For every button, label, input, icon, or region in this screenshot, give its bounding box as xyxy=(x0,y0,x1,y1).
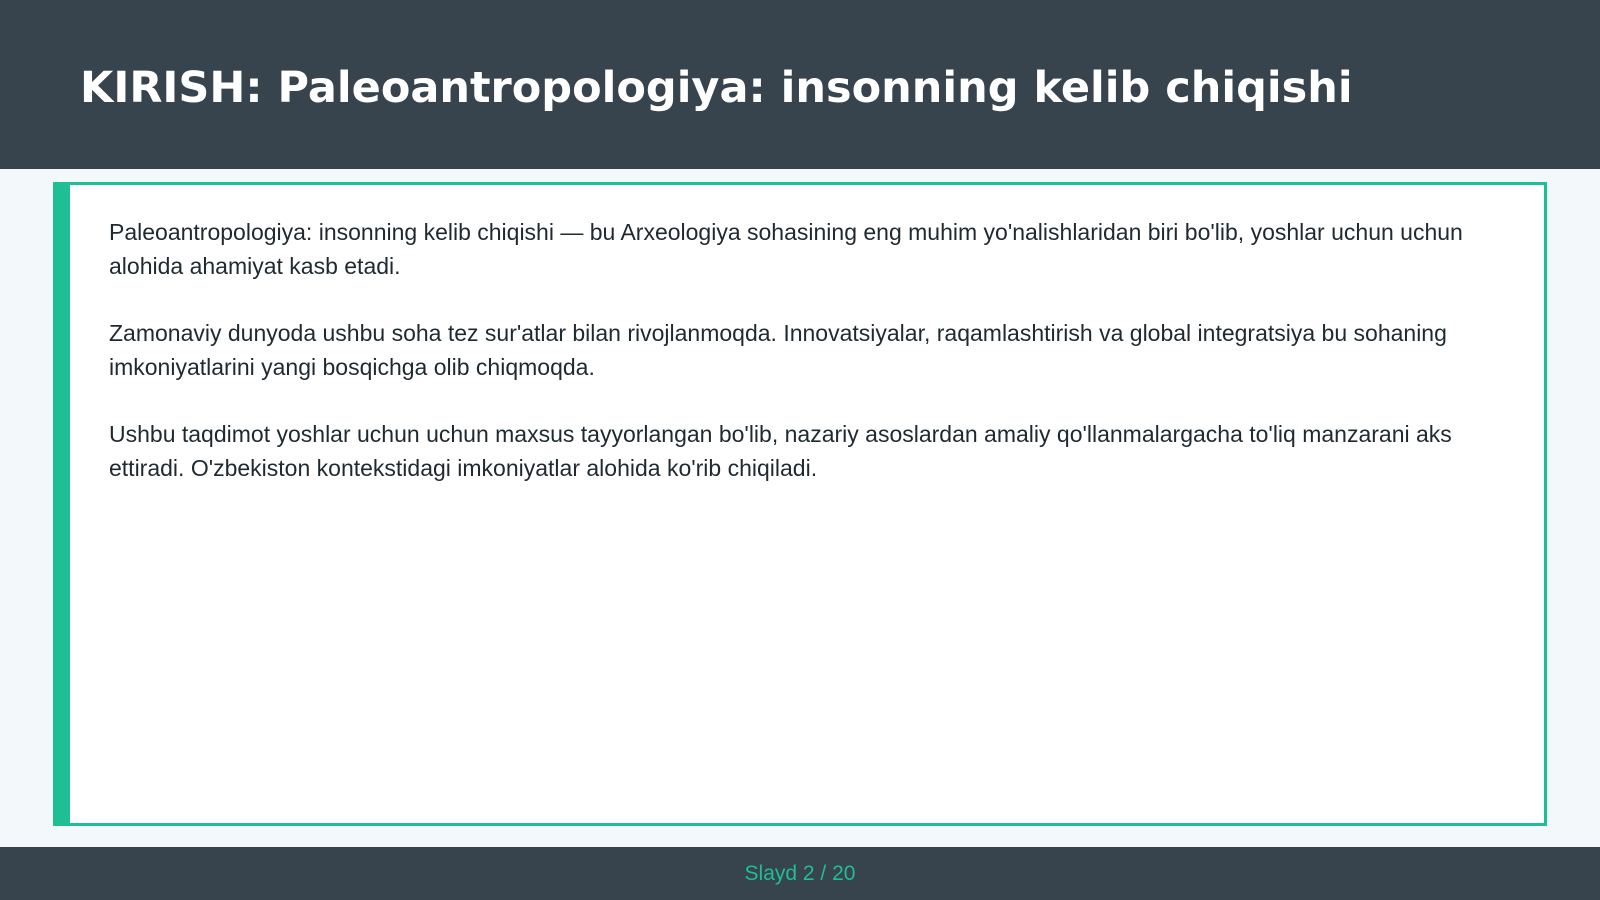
slide-header xyxy=(0,0,1600,169)
slide-title: KIRISH: Paleoantropologiya: insonning kelib chiqishi xyxy=(80,63,1353,113)
content-paragraphs xyxy=(109,215,1489,518)
slide-footer xyxy=(0,847,1600,900)
slide-counter: Slayd 2 / 20 xyxy=(744,862,856,885)
paragraph-purpose: Ushbu taqdimot yoshlar uchun uchun maxsus tayyorlangan bo'lib, nazariy asoslardan amaliy qo'llanmalargacha to'liq manzarani aks ettiradi. O'zbekiston kontekstidagi imkoniyatlar alohida ko'rib chiqiladi. xyxy=(109,421,1452,481)
paragraph-intro: Paleoantropologiya: insonning kelib chiqishi — bu Arxeologiya sohasining eng muhim yo'nalishlaridan biri bo'lib, yoshlar uchun uchun alohida ahamiyat kasb etadi. xyxy=(109,219,1463,279)
content-box xyxy=(53,182,1547,826)
paragraph-modern: Zamonaviy dunyoda ushbu soha tez sur'atlar bilan rivojlanmoqda. Innovatsiyalar, raqamlashtirish va global integratsiya bu sohaning imkoniyatlarini yangi bosqichga olib chiqmoqda. xyxy=(109,320,1447,380)
